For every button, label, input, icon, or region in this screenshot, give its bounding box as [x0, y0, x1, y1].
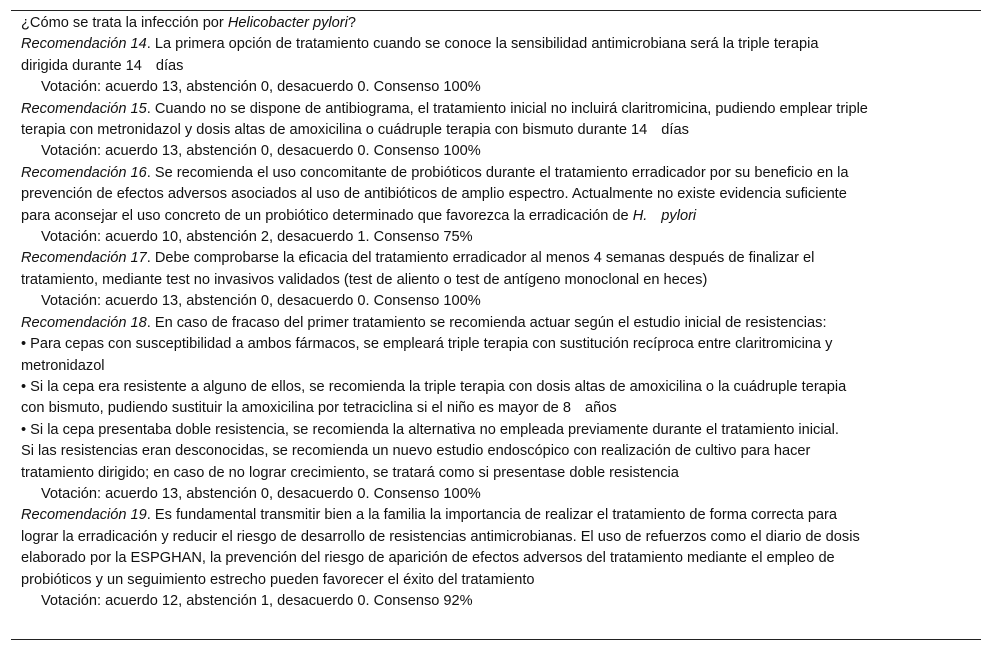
rec-18-bullet-1a: • Para cepas con susceptibilidad a ambos fármacos, se empleará triple terapia con sustitución recíproca entre claritromicina y: [21, 336, 833, 353]
rec-15-text-2b: días: [661, 122, 689, 139]
rec-18-para-2: tratamiento dirigido; en caso de no lograr crecimiento, se tratará como si presentase doble resistencia: [21, 464, 679, 481]
rec-18-text: . En caso de fracaso del primer tratamiento se recomienda actuar según el estudio inicial de resistencias:: [146, 314, 827, 331]
rec-15-text: . Cuando no se dispone de antibiograma, el tratamiento inicial no incluirá claritromicina, pudiendo emplear triple: [146, 100, 868, 117]
rec-15-label: Recomendación 15: [21, 100, 147, 117]
rec-19-line-4: probióticos y un seguimiento estrecho pueden favorecer el éxito del tratamiento: [21, 571, 535, 588]
rec-17-label: Recomendación 17: [21, 250, 147, 267]
title-text: ¿Cómo se trata la infección por: [21, 15, 228, 31]
table-content: [21, 13, 976, 612]
rec-19-vote: Votación: acuerdo 12, abstención 1, desacuerdo 0. Consenso 92%: [41, 592, 473, 609]
rec-18-bullet-2b-text: con bismuto, pudiendo sustituir la amoxicilina por tetraciclina si el niño es mayor de 8: [21, 400, 571, 417]
rec-19-label: Recomendación 19: [21, 507, 147, 524]
rec-18-vote: Votación: acuerdo 13, abstención 0, desacuerdo 0. Consenso 100%: [41, 485, 481, 502]
rec-18-para-1: Si las resistencias eran desconocidas, se recomienda un nuevo estudio endoscópico con realización de cultivo para hacer: [21, 443, 811, 460]
recommendations-table: [11, 10, 981, 640]
rec-18-bullet-3: • Si la cepa presentaba doble resistencia, se recomienda la alternativa no empleada previamente durante el tratamiento inicial.: [21, 421, 839, 438]
rec-14-label: Recomendación 14: [21, 36, 147, 53]
rec-19-line-2: lograr la erradicación y reducir el riesgo de desarrollo de resistencias antimicrobianas. El uso de refuerzos como el diario de dosis: [21, 528, 860, 545]
rec-15-text-2a: terapia con metronidazol y dosis altas de amoxicilina o cuádruple terapia con bismuto durante 14: [21, 122, 648, 139]
rec-14-vote: Votación: acuerdo 13, abstención 0, desacuerdo 0. Consenso 100%: [41, 79, 481, 96]
rec-16-line-1: [21, 163, 976, 184]
rec-14-line-1: [21, 34, 976, 55]
rec-18-label: Recomendación 18: [21, 314, 147, 331]
rec-16-vote: Votación: acuerdo 10, abstención 2, desacuerdo 1. Consenso 75%: [41, 229, 473, 246]
rec-15-line-2: [21, 120, 976, 141]
rec-18-line-1: [21, 313, 976, 334]
rec-16-label: Recomendación 16: [21, 164, 147, 181]
rec-19-line-3: elaborado por la ESPGHAN, la prevención del riesgo de aparición de efectos adversos del tratamiento mediante el empleo de: [21, 550, 835, 567]
rec-16-text: . Se recomienda el uso concomitante de probióticos durante el tratamiento erradicador por su beneficio en la: [146, 164, 849, 181]
rec-16-genus: H.: [632, 207, 648, 224]
rec-18-bullet-2b: [21, 398, 976, 419]
rec-16-text-3a: para aconsejar el uso concreto de un probiótico determinado que favorezca la erradicación de: [21, 207, 633, 224]
title-species: Helicobacter pylori: [227, 15, 348, 31]
rec-16-species: pylori: [661, 207, 697, 224]
table-bottom-rule: [11, 639, 981, 640]
rec-17-line-2: tratamiento, mediante test no invasivos validados (test de aliento o test de antígeno monoclonal en heces): [21, 271, 708, 288]
rec-15-line-1: [21, 99, 976, 120]
rec-19-text: . Es fundamental transmitir bien a la familia la importancia de realizar el tratamiento de forma correcta para: [146, 507, 838, 524]
rec-14-text-2b: días: [155, 57, 184, 74]
rec-18-bullet-2b-end: años: [584, 400, 617, 417]
rec-19-line-1: [21, 505, 976, 526]
rec-16-line-3: [21, 206, 976, 227]
table-title: [21, 13, 976, 34]
table-top-rule: [11, 10, 981, 11]
rec-17-vote: Votación: acuerdo 13, abstención 0, desacuerdo 0. Consenso 100%: [41, 293, 481, 310]
rec-14-line-2: [21, 56, 976, 77]
rec-18-bullet-1b: metronidazol: [21, 357, 105, 374]
rec-16-line-2: prevención de efectos adversos asociados al uso de antibióticos de amplio espectro. Actualmente no existe evidencia suficiente: [21, 186, 847, 203]
title-end: ?: [347, 15, 357, 31]
rec-17-line-1: [21, 248, 976, 269]
rec-14-text: . La primera opción de tratamiento cuando se conoce la sensibilidad antimicrobiana será la triple terapia: [146, 36, 819, 53]
rec-15-vote: Votación: acuerdo 13, abstención 0, desacuerdo 0. Consenso 100%: [41, 143, 481, 160]
rec-17-text: . Debe comprobarse la eficacia del tratamiento erradicador al menos 4 semanas después de finalizar el: [146, 250, 815, 267]
rec-18-bullet-2a: • Si la cepa era resistente a alguno de ellos, se recomienda la triple terapia con dosis altas de amoxicilina o la cuádruple terapia: [21, 378, 847, 395]
rec-14-text-2a: dirigida durante 14: [21, 57, 142, 74]
